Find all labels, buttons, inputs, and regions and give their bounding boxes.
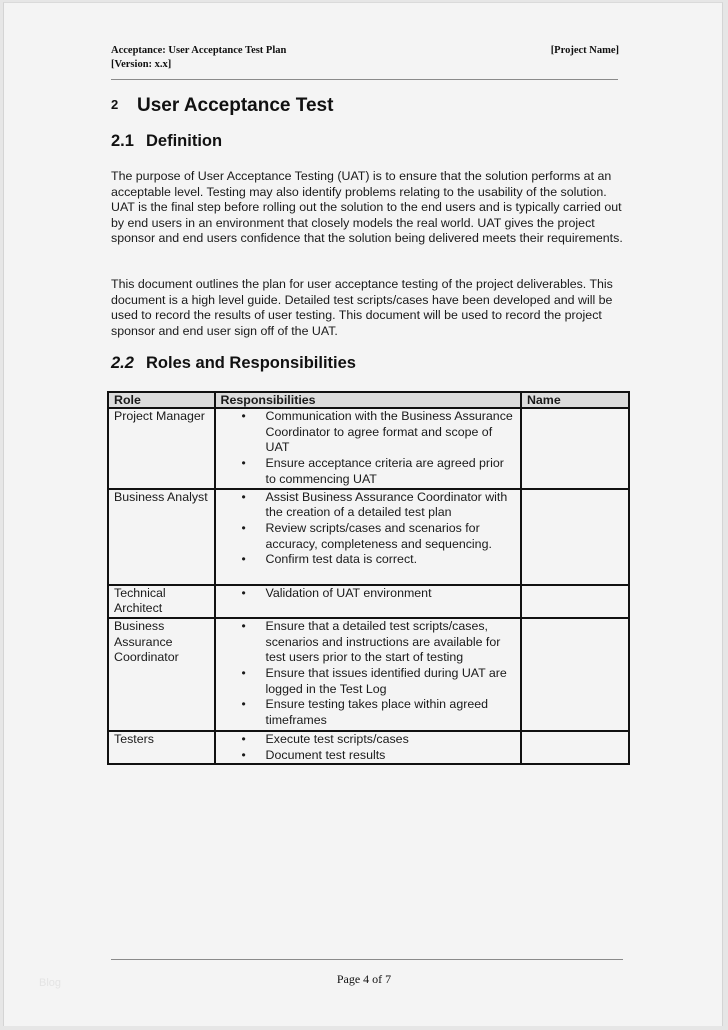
document-page xyxy=(3,2,723,1026)
definition-paragraph-1: The purpose of User Acceptance Testing (UAT) is to ensure that the solution performs at an acceptable level. Testing may also identify problems relating to the usability of the solution. UAT is the final step before rolling out the solution to the end users and is typically carried out by end users in an environment that closely models the real world. UAT gives the project sponsor and end users confidence that the solution being delivered meets their requirements. xyxy=(111,169,623,246)
column-header-responsibilities: Responsibilities xyxy=(215,392,521,408)
column-header-name: Name xyxy=(521,392,629,408)
name-cell xyxy=(521,618,629,731)
section-number: 2 xyxy=(111,97,119,112)
document-version: [Version: x.x] xyxy=(111,59,172,70)
responsibility-item: • Document test results xyxy=(266,748,515,764)
role-cell: Business Analyst xyxy=(108,489,215,585)
responsibility-item: • Validation of UAT environment xyxy=(266,586,515,602)
roles-table xyxy=(107,391,630,765)
definition-number: 2.1 xyxy=(111,132,134,150)
role-cell: Project Manager xyxy=(108,408,215,489)
header-divider xyxy=(111,79,618,80)
column-header-role: Role xyxy=(108,392,215,408)
role-cell: Business Assurance Coordinator xyxy=(108,618,215,731)
responsibility-item: • Communication with the Business Assurance Coordinator to agree format and scope of UAT xyxy=(266,409,515,456)
responsibility-item: • Confirm test data is correct. xyxy=(266,552,515,568)
responsibilities-cell xyxy=(215,731,521,764)
table-row xyxy=(108,585,629,618)
responsibility-item: • Ensure that a detailed test scripts/cases, scenarios and instructions are available for test users prior to the start of testing xyxy=(266,619,515,666)
document-title: Acceptance: User Acceptance Test Plan xyxy=(111,45,287,56)
watermark-text: Blog xyxy=(39,977,62,989)
roles-number: 2.2 xyxy=(111,354,134,372)
table-row xyxy=(108,731,629,764)
responsibility-item: • Ensure that issues identified during UAT are logged in the Test Log xyxy=(266,666,515,697)
name-cell xyxy=(521,489,629,585)
section-title: User Acceptance Test xyxy=(137,95,334,116)
footer-divider xyxy=(111,959,623,960)
responsibility-item: • Execute test scripts/cases xyxy=(266,732,515,748)
responsibilities-cell xyxy=(215,618,521,731)
responsibility-item: • Assist Business Assurance Coordinator with the creation of a detailed test plan xyxy=(266,490,515,521)
responsibilities-cell xyxy=(215,489,521,585)
role-cell: Technical Architect xyxy=(108,585,215,618)
responsibility-item: • Ensure testing takes place within agreed timeframes xyxy=(266,697,515,728)
page-number: Page 4 of 7 xyxy=(336,972,392,986)
responsibility-item: • Ensure acceptance criteria are agreed prior to commencing UAT xyxy=(266,456,515,487)
name-cell xyxy=(521,408,629,489)
responsibilities-cell xyxy=(215,585,521,618)
role-cell: Testers xyxy=(108,731,215,764)
name-cell xyxy=(521,731,629,764)
table-row xyxy=(108,408,629,489)
definition-heading xyxy=(111,130,222,152)
table-header-row xyxy=(108,392,629,408)
roles-heading xyxy=(111,352,356,374)
page-header xyxy=(111,44,619,72)
responsibilities-cell xyxy=(215,408,521,489)
table-row xyxy=(108,489,629,585)
project-name: [Project Name] xyxy=(550,45,619,56)
table-row xyxy=(108,618,629,731)
name-cell xyxy=(521,585,629,618)
definition-title: Definition xyxy=(146,132,223,150)
definition-paragraph-2: This document outlines the plan for user acceptance testing of the project deliverables. This document is a high level guide. Detailed test scripts/cases have been developed and will be used to record the results of user testing. This document will be used to record the project sponsor and end user sign off of the UAT. xyxy=(111,277,613,338)
responsibility-item: • Review scripts/cases and scenarios for accuracy, completeness and sequencing. xyxy=(266,521,515,552)
section-heading xyxy=(111,93,333,118)
roles-title: Roles and Responsibilities xyxy=(146,354,356,372)
